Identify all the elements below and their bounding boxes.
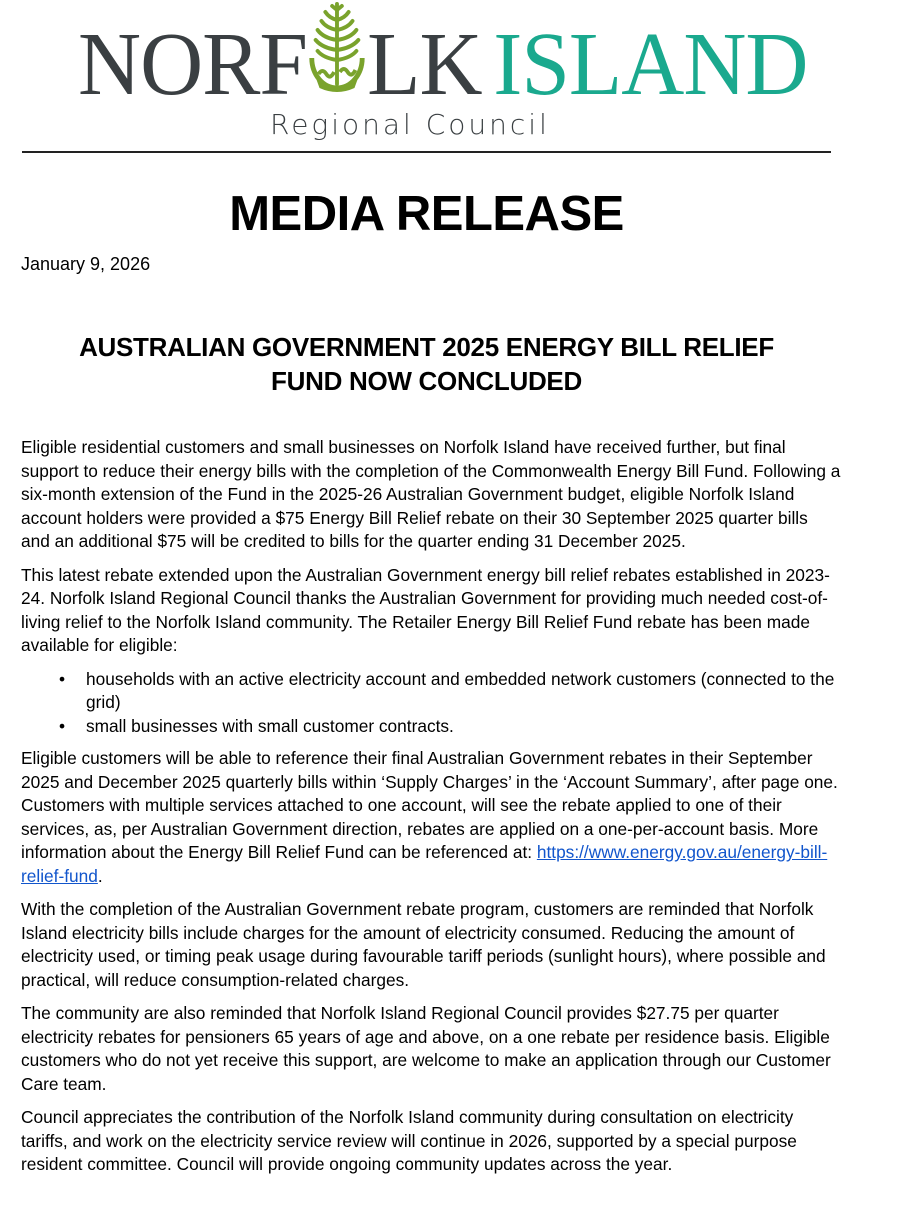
paragraph-intro: Eligible residential customers and small businesses on Norfolk Island have received further, but final support to reduce their energy bills with the completion of the Commonwealth Energy Bill Fund. Following a six-month extension of the Fund in the 2025-26 Australian Government budget, eligible Norfolk Island account holders were provided a $75 Energy Bill Relief rebate on their 30 September 2025 quarter bills and an additional $75 will be credited to bills for the quarter ending 31 December 2025. [21,437,841,551]
paragraph-council-appreciation: Council appreciates the contribution of the Norfolk Island community during consultation on electricity tariffs, and work on the electricity service review will continue in 2026, supported by a special purpose resident committee. Council will provide ongoing community updates across the year. [21,1107,797,1174]
list-item-text: small businesses with small customer contracts. [86,715,454,736]
header-divider [22,151,831,153]
release-date: January 9, 2026 [21,254,151,274]
logo-wordmark [78,15,808,114]
paragraph-pensioner-rebate: The community are also reminded that Norfolk Island Regional Council provides $27.75 per quarter electricity rebates for pensioners 65 years of age and above, on a one rebate per residence basis. Eligible customers who do not yet receive this support, are welcome to make an application through our Customer Care team. [21,1003,831,1094]
headline-line-1: AUSTRALIAN GOVERNMENT 2025 ENERGY BILL RELIEF [79,332,774,362]
bullet-icon: • [59,715,66,736]
body-text [21,436,841,1187]
headline-line-2: FUND NOW CONCLUDED [271,366,582,396]
logo-word-norfolk: NORF LK [78,15,482,114]
list-item [21,668,841,715]
norfolk-pine-icon [307,24,367,94]
headline [0,330,853,398]
logo-subtitle: Regional Council [270,108,550,141]
list-item-text: households with an active electricity account and embedded network customers (connected to the grid) [86,668,835,712]
paragraph-bill-reference-text: Eligible customers will be able to reference their final Australian Government rebates in their September 2025 and December 2025 quarterly bills within ‘Supply Charges’ in the ‘Account Summary’, after page one. Customers with multiple services attached to one account, will see the rebate applied to one of their services, as, per Australian Government direction, rebates are applied on a one-per-account basis. More information about the Energy Bill Relief Fund can be referenced at: [21,748,838,862]
eligibility-list [21,668,841,739]
logo-word-island: ISLAND [493,15,808,114]
list-item [21,715,841,739]
document-title: MEDIA RELEASE [229,187,624,241]
paragraph-bill-reference [21,747,841,888]
council-logo [78,6,808,146]
paragraph-consumption-reminder: With the completion of the Australian Government rebate program, customers are reminded that Norfolk Island electricity bills include charges for the amount of electricity consumed. Reducing the amount of electricity used, or timing peak usage during favourable tariff periods (sunlight hours), where possible and practical, will reduce consumption-related charges. [21,899,826,990]
paragraph-end-punctuation: . [97,865,103,886]
bullet-icon: • [59,668,66,689]
energy-bill-relief-link[interactable]: https://www.energy.gov.au/energy-bill-relief-fund [21,842,828,886]
paragraph-rebate-history: This latest rebate extended upon the Australian Government energy bill relief rebates established in 2023-24. Norfolk Island Regional Council thanks the Australian Government for providing much needed cost-of-living relief to the Norfolk Island community. The Retailer Energy Bill Relief Fund rebate has been made available for eligible: [21,564,830,655]
